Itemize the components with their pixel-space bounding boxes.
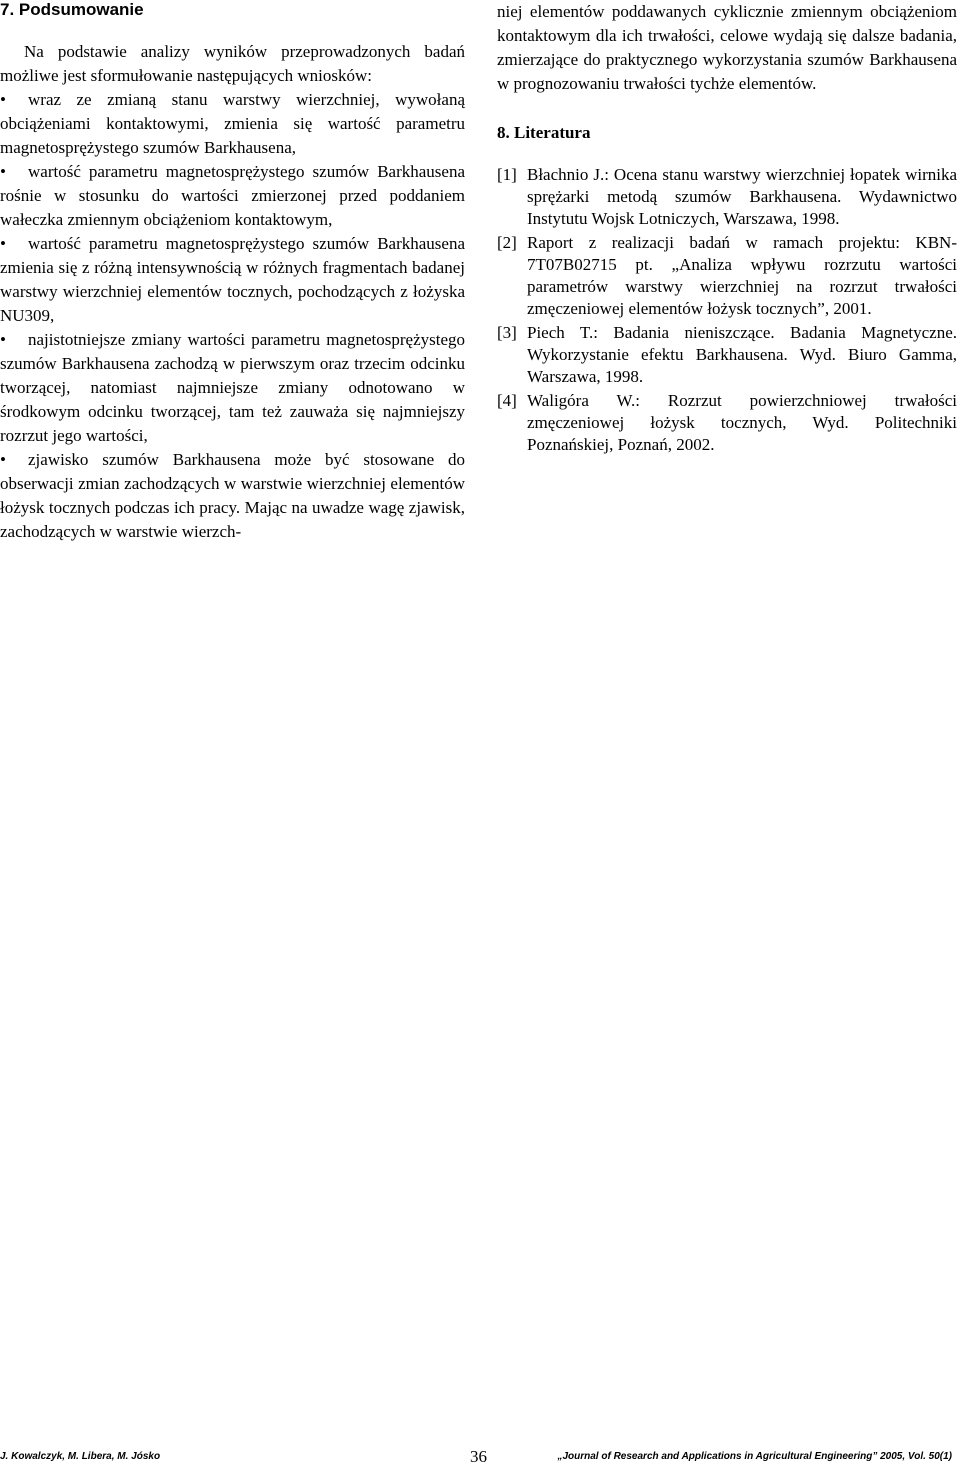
list-item: • wartość parametru magnetosprężystego szumów Barkhausena zmienia się z różną intensywnością w różnych fragmentach badanej warstwy wierzchniej elementów tocznych, pochodzących z łożyska NU309, — [0, 234, 465, 325]
page-number: 36 — [470, 1447, 487, 1466]
summary-continuation: niej elementów poddawanych cyklicznie zmiennym obciążeniom kontaktowym dla ich trwałości, celowe wydają się dalsze badania, zmierzające do praktycznego wykorzystania szumów Barkhausena w prognozowaniu trwałości tychże elementów. — [497, 2, 957, 93]
right-column — [497, 0, 957, 458]
reference-text: Raport z realizacji badań w ramach projektu: KBN-7T07B02715 pt. „Analiza wpływu rozrzutu wartości parametrów warstwy wierzchniej na rozrzut trwałości zmęczeniowej elementów łożysk tocznych”, 2001. — [527, 233, 957, 318]
reference-list — [497, 164, 957, 456]
reference-number: [2] — [497, 233, 517, 252]
summary-intro: Na podstawie analizy wyników przeprowadzonych badań możliwe jest sformułowanie następujących wniosków: — [0, 42, 465, 85]
reference-number: [1] — [497, 165, 517, 184]
reference-text: Piech T.: Badania nieniszczące. Badania Magnetyczne. Wykorzystanie efektu Barkhausena. Wyd. Biuro Gamma, Warszawa, 1998. — [527, 323, 957, 386]
reference-number: [4] — [497, 391, 517, 410]
bullet-icon: • — [0, 162, 6, 181]
left-column — [0, 0, 465, 544]
reference-text: Błachnio J.: Ocena stanu warstwy wierzchniej łopatek wirnika sprężarki metodą szumów Barkhausena. Wydawnictwo Instytutu Wojsk Lotniczych, Warszawa, 1998. — [527, 165, 957, 228]
reference-item — [497, 164, 957, 230]
footer-authors: J. Kowalczyk, M. Libera, M. Jósko — [0, 1451, 161, 1462]
bullet-icon: • — [0, 90, 6, 109]
list-item: • wartość parametru magnetosprężystego szumów Barkhausena rośnie w stosunku do wartości zmierzonej przed poddaniem wałeczka zmiennym obciążeniom kontaktowym, — [0, 162, 465, 229]
list-item: • wraz ze zmianą stanu warstwy wierzchniej, wywołaną obciążeniami kontaktowymi, zmienia się wartość parametru magnetosprężystego szumów Barkhausena, — [0, 90, 465, 157]
section-heading-references: 8. Literatura — [497, 123, 591, 142]
reference-text: Waligóra W.: Rozrzut powierzchniowej trwałości zmęczeniowej łożysk tocznych, Wyd. Politechniki Poznańskiej, Poznań, 2002. — [527, 391, 957, 454]
reference-item — [497, 322, 957, 388]
bullet-icon: • — [0, 330, 6, 349]
reference-item — [497, 232, 957, 320]
bullet-icon: • — [0, 450, 6, 469]
list-item: • najistotniejsze zmiany wartości parametru magnetosprężystego szumów Barkhausena zachodzą w pierwszym oraz trzecim odcinku tworzącej, natomiast najmniejsze zmiany odnotowano w środkowym odcinku tworzącej, tam też zauważa się najmniejszy rozrzut jego wartości, — [0, 330, 465, 445]
page-footer — [0, 1445, 960, 1473]
reference-item — [497, 390, 957, 456]
conclusions-list — [0, 88, 465, 544]
footer-journal: „Journal of Research and Applications in Agricultural Engineering” 2005, Vol. 50(1) — [557, 1451, 952, 1462]
bullet-icon: • — [0, 234, 6, 253]
reference-number: [3] — [497, 323, 517, 342]
list-item: • zjawisko szumów Barkhausena może być stosowane do obserwacji zmian zachodzących w warstwie wierzchniej elementów łożysk tocznych podczas ich pracy. Mając na uwadze wagę zjawisk, zachodzących w warstwie wierzch- — [0, 450, 465, 541]
section-heading-summary: 7. Podsumowanie — [0, 0, 144, 19]
